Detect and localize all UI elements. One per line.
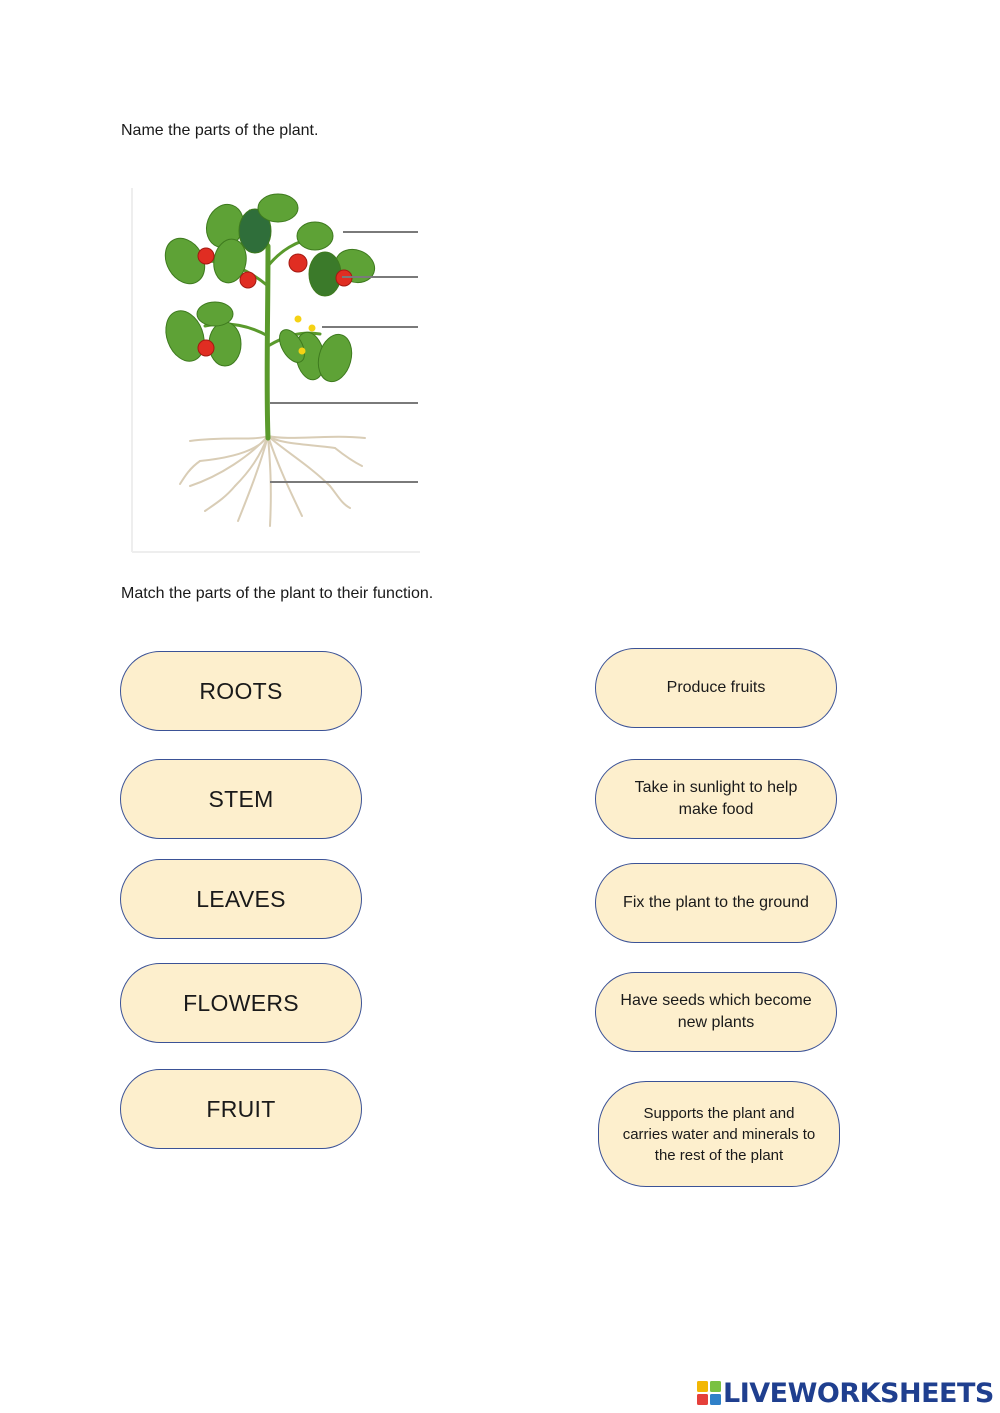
function-box-4[interactable]: Have seeds which become new plants xyxy=(595,972,837,1052)
function-box-5[interactable]: Supports the plant and carries water and minerals to the rest of the plant xyxy=(598,1081,840,1187)
part-box-fruit[interactable]: FRUIT xyxy=(120,1069,362,1149)
instruction-match: Match the parts of the plant to their function. xyxy=(121,585,434,602)
liveworksheets-logo xyxy=(697,1377,994,1409)
liveworksheets-logo-icon xyxy=(697,1381,721,1405)
part-box-roots[interactable]: ROOTS xyxy=(120,651,362,731)
part-box-stem[interactable]: STEM xyxy=(120,759,362,839)
part-box-leaves[interactable]: LEAVES xyxy=(120,859,362,939)
function-box-3[interactable]: Fix the plant to the ground xyxy=(595,863,837,943)
instruction-name-parts: Name the parts of the plant. xyxy=(121,122,319,139)
liveworksheets-logo-text: LIVEWORKSHEETS xyxy=(723,1377,994,1409)
part-box-flowers[interactable]: FLOWERS xyxy=(120,963,362,1043)
function-box-2[interactable]: Take in sunlight to help make food xyxy=(595,759,837,839)
function-box-1[interactable]: Produce fruits xyxy=(595,648,837,728)
plant-diagram xyxy=(130,186,420,554)
